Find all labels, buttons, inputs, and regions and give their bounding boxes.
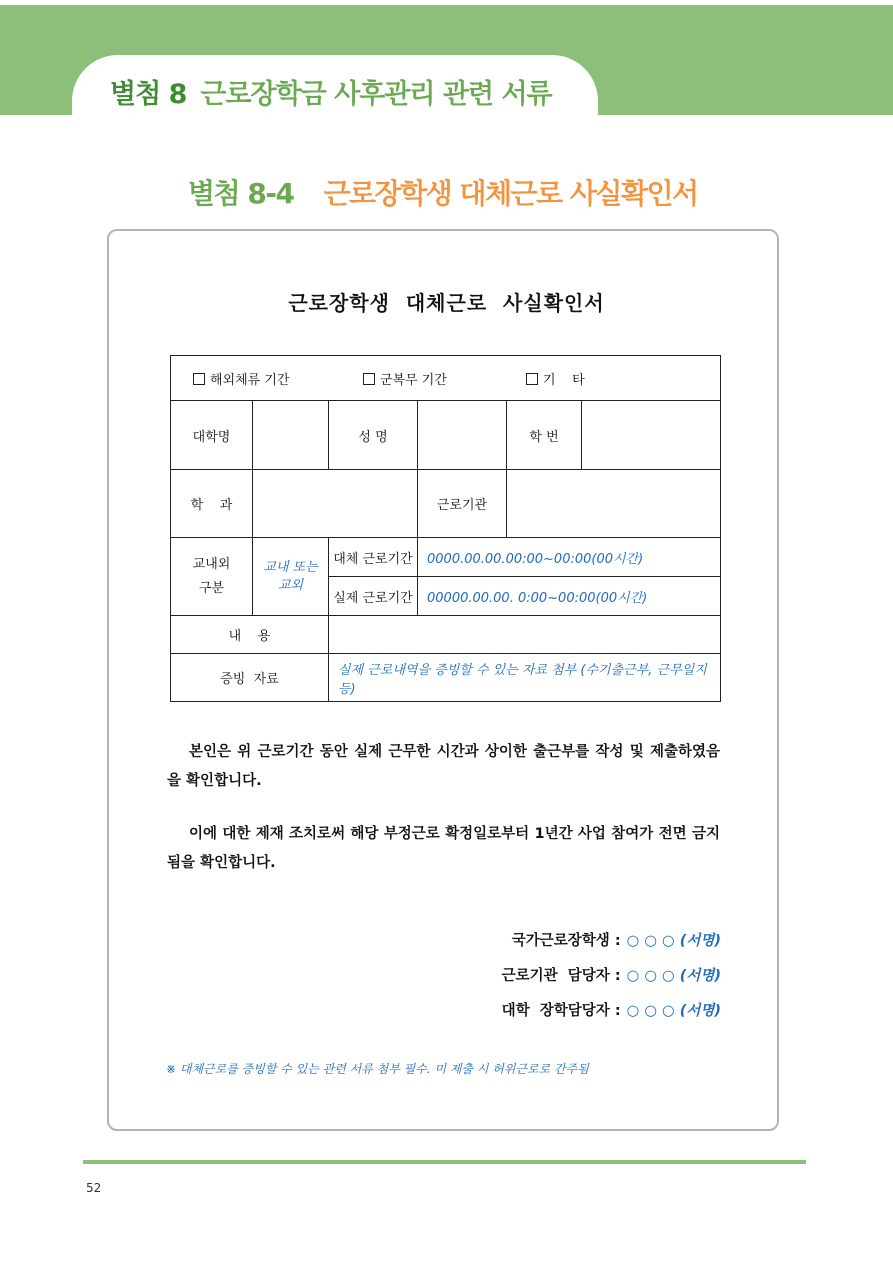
- evidence-row: [171, 654, 721, 702]
- attachment-name: 근로장학생 대체근로 사실확인서: [323, 177, 698, 210]
- name-field[interactable]: [418, 401, 507, 470]
- category-checkboxes: [171, 356, 721, 401]
- identity-row: [171, 401, 721, 470]
- content-row: [171, 616, 721, 654]
- confirmation-paragraph-1: 본인은 위 근로기간 동안 실제 근무한 시간과 상이한 출근부를 작성 및 제출하였음을 확인합니다.: [167, 744, 720, 789]
- university-label: 대학명: [171, 401, 253, 470]
- location-type-label: 교내외 구분: [171, 538, 253, 616]
- signature-field[interactable]: ○ ○ ○ (서명): [626, 968, 721, 984]
- university-field[interactable]: [253, 401, 329, 470]
- department-field[interactable]: [253, 470, 418, 538]
- section-name: 근로장학금 사후관리 관련 서류: [200, 79, 552, 110]
- attachment-note: ※ 대체근로를 증빙할 수 있는 관련 서류 첨부 필수. 미 제출 시 허위근로로 간주됨: [166, 1062, 589, 1076]
- document-title: 근로장학생 대체근로 사실확인서: [288, 291, 605, 315]
- signature-student: 국가근로장학생 : ○ ○ ○ (서명): [511, 933, 721, 949]
- category-row: [171, 356, 721, 401]
- page-number: 52: [86, 1181, 102, 1195]
- signature-university-manager: 대학 장학담당자 : ○ ○ ○ (서명): [501, 1003, 721, 1019]
- checkbox-military[interactable]: 군복무 기간: [363, 369, 526, 388]
- workplace-label: 근로기관: [418, 470, 507, 538]
- evidence-label: 증빙 자료: [171, 654, 329, 702]
- actual-period-value[interactable]: 00000.00.00. 0:00~00:00(00시간): [418, 577, 721, 616]
- confirmation-form-table: [170, 355, 721, 702]
- checkbox-other[interactable]: 기 타: [526, 369, 585, 388]
- signature-field[interactable]: ○ ○ ○ (서명): [626, 933, 721, 949]
- workplace-field[interactable]: [507, 470, 721, 538]
- content-field[interactable]: [329, 616, 721, 654]
- footer-divider: [83, 1160, 806, 1164]
- department-row: [171, 470, 721, 538]
- student-id-label: 학 번: [507, 401, 582, 470]
- confirmation-paragraph-2: 이에 대한 제재 조치로써 해당 부정근로 확정일로부터 1년간 사업 참여가 전면 금지 됨을 확인합니다.: [167, 826, 720, 871]
- section-number: 별첨 8: [110, 79, 187, 110]
- section-title: [110, 72, 552, 111]
- checkbox-square-icon: [193, 373, 205, 385]
- substitute-period-row: [171, 538, 721, 577]
- location-type-value: 교내 또는 교외: [253, 538, 329, 616]
- attachment-title: [188, 172, 698, 212]
- checkbox-square-icon: [526, 373, 538, 385]
- evidence-value[interactable]: 실제 근로내역을 증빙할 수 있는 자료 첨부 (수기출근부, 근무일지 등): [329, 654, 721, 702]
- student-id-field[interactable]: [582, 401, 721, 470]
- checkbox-square-icon: [363, 373, 375, 385]
- actual-period-label: 실제 근로기간: [329, 577, 418, 616]
- name-label: 성 명: [329, 401, 418, 470]
- signature-workplace-manager: 근로기관 담당자 : ○ ○ ○ (서명): [501, 968, 721, 984]
- department-label: 학 과: [171, 470, 253, 538]
- content-label: 내 용: [171, 616, 329, 654]
- signature-field[interactable]: ○ ○ ○ (서명): [626, 1003, 721, 1019]
- attachment-number: 별첨 8-4: [188, 177, 294, 210]
- checkbox-overseas[interactable]: 해외체류 기간: [193, 369, 363, 388]
- substitute-period-label: 대체 근로기간: [329, 538, 418, 577]
- substitute-period-value[interactable]: 0000.00.00.00:00~00:00(00시간): [418, 538, 721, 577]
